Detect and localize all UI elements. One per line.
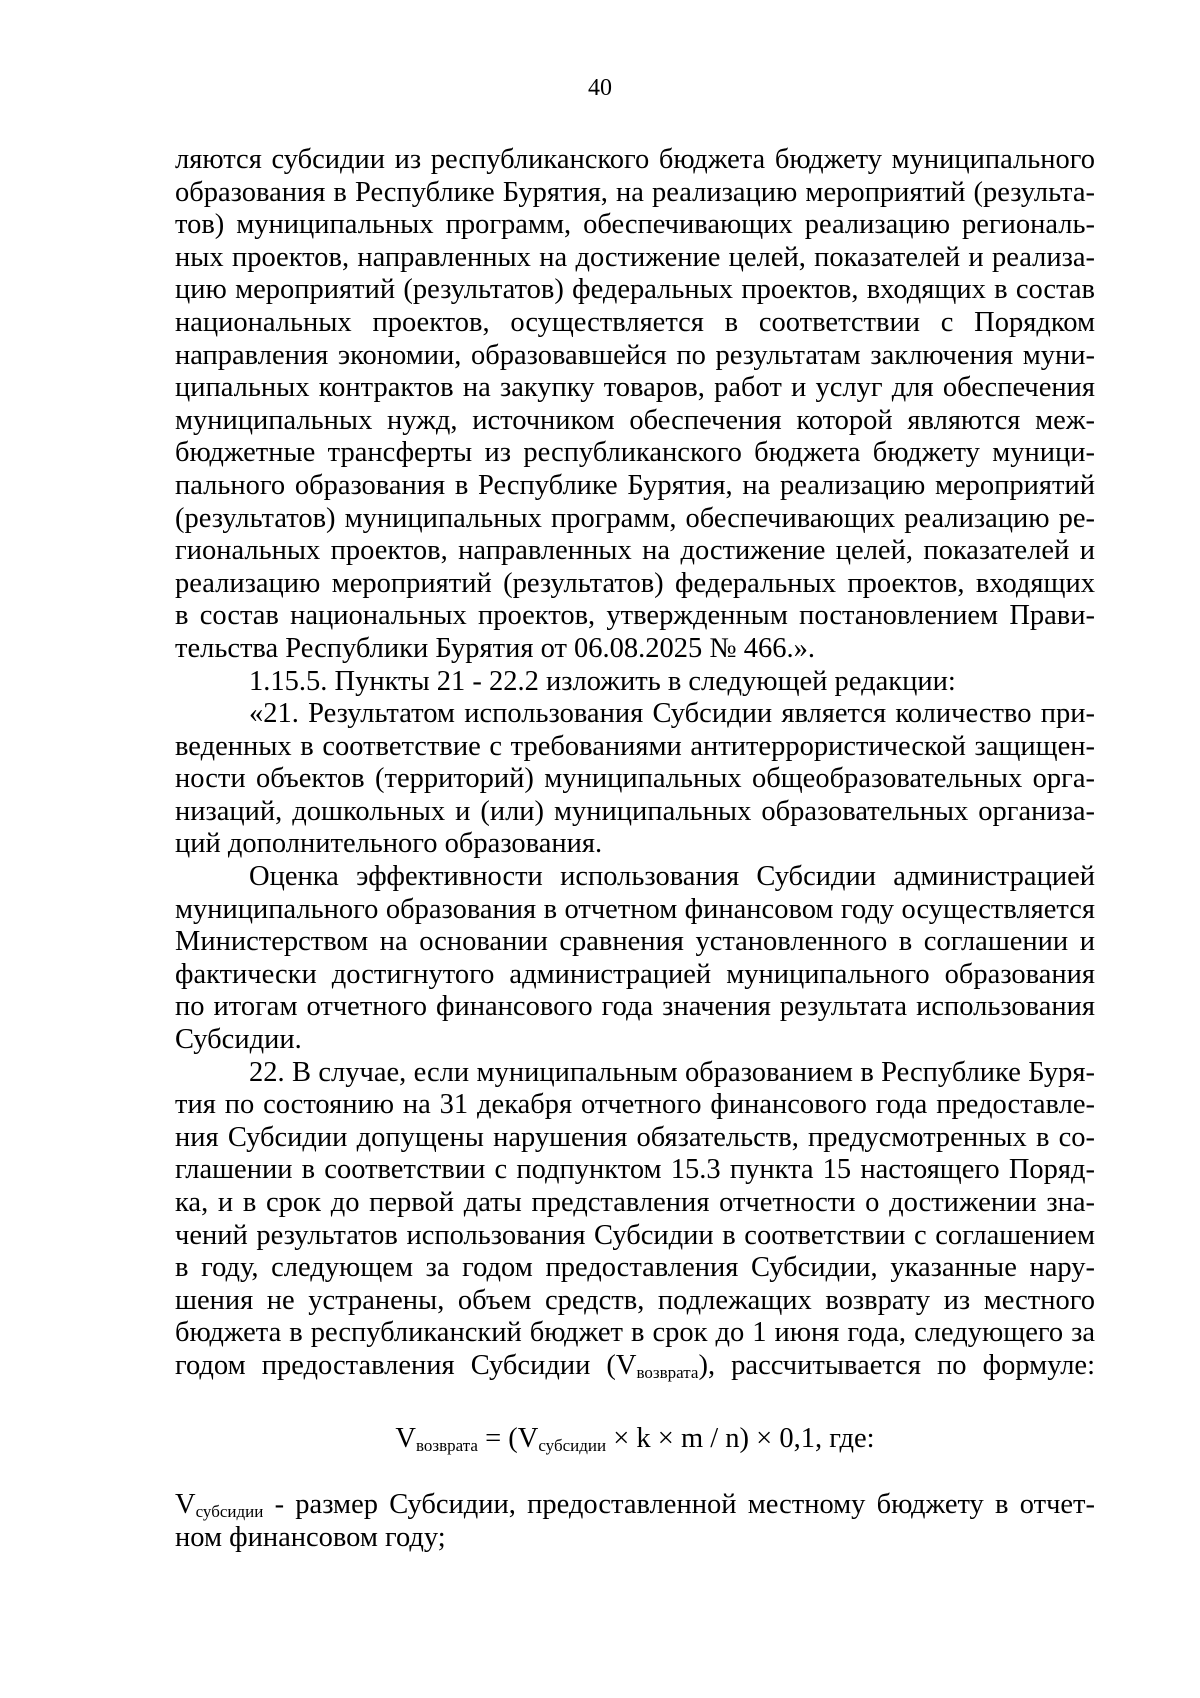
text-line: фактически достигнутого администрацией муниципального образования: [175, 958, 1095, 990]
subscript: субсидии: [195, 1502, 264, 1522]
text-line: бюджета в республиканский бюджет в срок до 1 июня года, следующего за: [175, 1317, 1095, 1349]
text-line: ных проектов, направленных на достижение целей, показателей и реализа-: [175, 241, 1095, 273]
text-line: «21. Результатом использования Субсидии является количество при-: [249, 698, 1095, 730]
text-line: в году, следующем за годом предоставления Субсидии, указанные нару-: [175, 1252, 1095, 1284]
text-line: образования в Республике Бурятия, на реализацию мероприятий (результа-: [175, 176, 1095, 208]
text-line: 22. В случае, если муниципальным образованием в Республике Буря-: [249, 1056, 1095, 1088]
text-fragment: - размер Субсидии, предоставленной местному бюджету в отчет-: [263, 1489, 1095, 1521]
document-body: [175, 144, 1095, 1554]
text-line: направления экономии, образовавшейся по результатам заключения муни-: [175, 339, 1095, 371]
formula: [175, 1423, 1095, 1456]
definition-variable: V: [175, 1489, 196, 1521]
text-line: по итогам отчетного финансового года значения результата использования: [175, 991, 1095, 1023]
text-line: (результатов) муниципальных программ, обеспечивающих реализацию ре-: [175, 502, 1095, 534]
text-line: бюджетные трансферты из республиканского бюджета бюджету муници-: [175, 437, 1095, 469]
text-line: гиональных проектов, направленных на достижение целей, показателей и: [175, 535, 1095, 567]
formula-variable: V: [395, 1422, 416, 1454]
text-line: 1.15.5. Пункты 21 - 22.2 изложить в следующей редакции:: [249, 665, 956, 697]
text-line: цию мероприятий (результатов) федеральных проектов, входящих в состав: [175, 274, 1095, 306]
text-line: тельства Республики Бурятия от 06.08.2025 № 466.».: [175, 632, 815, 664]
text-line: низаций, дошкольных и (или) муниципальных образовательных организа-: [175, 795, 1095, 827]
text-line: [175, 1350, 1095, 1383]
text-line: национальных проектов, осуществляется в соответствии с Порядком: [175, 306, 1095, 338]
text-line: Субсидии.: [175, 1024, 302, 1056]
text-line: реализацию мероприятий (результатов) федеральных проектов, входящих: [175, 567, 1095, 599]
text-line: ности объектов (территорий) муниципальных общеобразовательных орга-: [175, 763, 1095, 795]
definition-line: ном финансовом году;: [175, 1521, 446, 1553]
text-line: тов) муниципальных программ, обеспечивающих реализацию региональ-: [175, 209, 1095, 241]
page-number: 40: [588, 75, 612, 101]
subscript: возврата: [636, 1362, 699, 1382]
text-line: веденных в соответствие с требованиями антитеррористической защищен-: [175, 730, 1095, 762]
text-line: Оценка эффективности использования Субсидии администрацией: [249, 861, 1095, 893]
subscript: субсидии: [538, 1435, 607, 1455]
text-line: тия по состоянию на 31 декабря отчетного финансового года предоставле-: [175, 1089, 1095, 1121]
text-line: шения не устранены, объем средств, подлежащих возврату из местного: [175, 1284, 1095, 1316]
text-line: глашении в соответствии с подпунктом 15.3 пункта 15 настоящего Поряд-: [175, 1154, 1095, 1186]
paragraph-list: [175, 144, 1095, 1350]
text-line: ций дополнительного образования.: [175, 828, 603, 860]
text-line: чений результатов использования Субсидии в соответствии с соглашением: [175, 1219, 1095, 1251]
text-line: пального образования в Республике Бурятия, на реализацию мероприятий: [175, 469, 1095, 501]
text-line: ния Субсидии допущены нарушения обязательств, предусмотренных в со-: [175, 1121, 1095, 1153]
subscript: возврата: [415, 1435, 478, 1455]
text-fragment: ), рассчитывается по формуле:: [698, 1349, 1095, 1381]
text-line: в состав национальных проектов, утвержденным постановлением Прави-: [175, 600, 1095, 632]
definition-line: [175, 1489, 1095, 1522]
text-line: ляются субсидии из республиканского бюджета бюджету муниципального: [175, 144, 1095, 175]
text-line: Министерством на основании сравнения установленного в соглашении и: [175, 926, 1095, 958]
text-fragment: годом предоставления Субсидии (V: [175, 1349, 637, 1381]
text-line: муниципального образования в отчетном финансовом году осуществляется: [175, 893, 1095, 925]
text-line: ципальных контрактов на закупку товаров, работ и услуг для обеспечения: [175, 372, 1095, 404]
text-line: муниципальных нужд, источником обеспечения которой являются меж-: [175, 404, 1095, 436]
formula-text: × k × m / n) × 0,1, где:: [606, 1422, 875, 1454]
formula-text: = (V: [477, 1422, 539, 1454]
text-line: ка, и в срок до первой даты представления отчетности о достижении зна-: [175, 1187, 1095, 1218]
